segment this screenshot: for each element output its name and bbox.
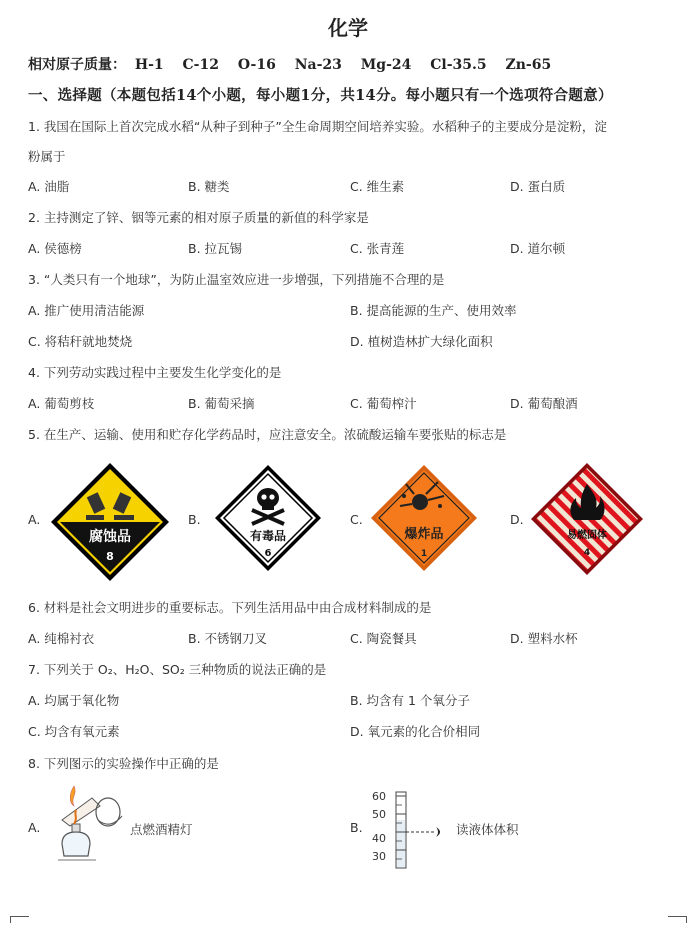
q4-option-c[interactable]: C. 葡萄榨汁: [350, 396, 417, 411]
q3-option-c[interactable]: C. 将秸秆就地焚烧: [28, 334, 133, 349]
question-1-stem: 1. 我国在国际上首次完成水稻“从种子到种子”全生命周期空间培养实验。水稻种子的主要成分是淀粉，淀: [28, 119, 607, 134]
atomic-mass-item: O-16: [237, 57, 276, 73]
atomic-masses: [28, 54, 565, 74]
explosive-sign-icon: [368, 462, 480, 574]
cylinder-tick-50: 50: [372, 808, 386, 821]
q4-option-b[interactable]: B. 葡萄采摘: [188, 396, 255, 411]
section-title: 一、选择题（本题包括14个小题，每小题1分，共14分。每小题只有一个选项符合题意）: [28, 87, 613, 104]
question-5-stem: 5. 在生产、运输、使用和贮存化学药品时，应注意安全。浓硫酸运输车要张贴的标志是: [28, 427, 507, 442]
atomic-mass-item: Zn-65: [505, 57, 552, 73]
q2-option-b[interactable]: B. 拉瓦锡: [188, 241, 243, 256]
crop-mark: [668, 916, 687, 923]
cylinder-tick-40: 40: [372, 832, 386, 845]
q6-option-d[interactable]: D. 塑料水杯: [510, 631, 578, 646]
q2-option-c[interactable]: C. 张青莲: [350, 241, 405, 256]
q8-option-b-caption: 读液体体积: [456, 822, 519, 837]
corrosive-sign-label: 腐蚀品: [89, 529, 131, 545]
atomic-mass-item: Mg-24: [360, 57, 412, 73]
q1-option-c[interactable]: C. 维生素: [350, 179, 405, 194]
flammable-sign-label: 易燃固体: [567, 530, 607, 541]
toxic-sign-icon: [212, 462, 324, 574]
atomic-mass-item: H-1: [134, 57, 164, 73]
q1-option-b[interactable]: B. 糖类: [188, 179, 230, 194]
question-1-stem-cont: 粉属于: [28, 149, 66, 164]
graduated-cylinder-icon: [370, 784, 460, 870]
q5-option-d[interactable]: D.: [510, 512, 524, 527]
q2-option-a[interactable]: A. 侯德榜: [28, 241, 82, 256]
q8-option-b[interactable]: B.: [350, 820, 363, 835]
toxic-sign-number: 6: [264, 548, 272, 559]
explosive-sign-label: 爆炸品: [404, 527, 444, 542]
atomic-mass-item: C-12: [182, 57, 219, 73]
q3-option-a[interactable]: A. 推广使用清洁能源: [28, 303, 145, 318]
q5-option-b[interactable]: B.: [188, 512, 201, 527]
q7-option-d[interactable]: D. 氧元素的化合价相同: [350, 724, 481, 739]
page-title: 化学: [328, 16, 368, 40]
q5-option-c[interactable]: C.: [350, 512, 363, 527]
corrosive-sign-number: 8: [106, 550, 114, 563]
q6-option-c[interactable]: C. 陶瓷餐具: [350, 631, 417, 646]
q7-option-c[interactable]: C. 均含有氧元素: [28, 724, 120, 739]
question-6-stem: 6. 材料是社会文明进步的重要标志。下列生活用品中由合成材料制成的是: [28, 600, 432, 615]
q6-option-b[interactable]: B. 不锈钢刀叉: [188, 631, 268, 646]
alcohol-lamp-lighting-icon: [48, 780, 132, 870]
question-8-stem: 8. 下列图示的实验操作中正确的是: [28, 756, 219, 771]
flammable-solid-sign-icon: [528, 460, 646, 578]
q8-option-a-caption: 点燃酒精灯: [130, 822, 193, 837]
explosive-sign-number: 1: [420, 549, 428, 559]
atomic-mass-item: Cl-35.5: [430, 57, 487, 73]
q4-option-a[interactable]: A. 葡萄剪枝: [28, 396, 95, 411]
cylinder-tick-30: 30: [372, 850, 386, 863]
q7-option-a[interactable]: A. 均属于氧化物: [28, 693, 120, 708]
q1-option-d[interactable]: D. 蛋白质: [510, 179, 566, 194]
q7-option-b[interactable]: B. 均含有 1 个氧分子: [350, 693, 470, 708]
atomic-masses-label: 相对原子质量：: [28, 57, 126, 73]
cylinder-tick-60: 60: [372, 790, 386, 803]
flammable-sign-number: 4: [583, 548, 591, 558]
question-2-stem: 2. 主持测定了锌、铟等元素的相对原子质量的新值的科学家是: [28, 210, 369, 225]
q6-option-a[interactable]: A. 纯棉衬衣: [28, 631, 95, 646]
question-4-stem: 4. 下列劳动实践过程中主要发生化学变化的是: [28, 365, 282, 380]
q5-option-a[interactable]: A.: [28, 512, 41, 527]
toxic-sign-label: 有毒品: [249, 529, 287, 543]
q3-option-b[interactable]: B. 提高能源的生产、使用效率: [350, 303, 517, 318]
q4-option-d[interactable]: D. 葡萄酿酒: [510, 396, 578, 411]
q3-option-d[interactable]: D. 植树造林扩大绿化面积: [350, 334, 493, 349]
question-3-stem: 3. “人类只有一个地球”，为防止温室效应进一步增强，下列措施不合理的是: [28, 272, 445, 287]
q8-option-a[interactable]: A.: [28, 820, 41, 835]
atomic-mass-item: Na-23: [294, 57, 342, 73]
q1-option-a[interactable]: A. 油脂: [28, 179, 70, 194]
crop-mark: [10, 916, 29, 923]
question-7-stem: 7. 下列关于 O₂、H₂O、SO₂ 三种物质的说法正确的是: [28, 662, 327, 677]
corrosive-sign-icon: [48, 460, 172, 584]
q2-option-d[interactable]: D. 道尔顿: [510, 241, 566, 256]
